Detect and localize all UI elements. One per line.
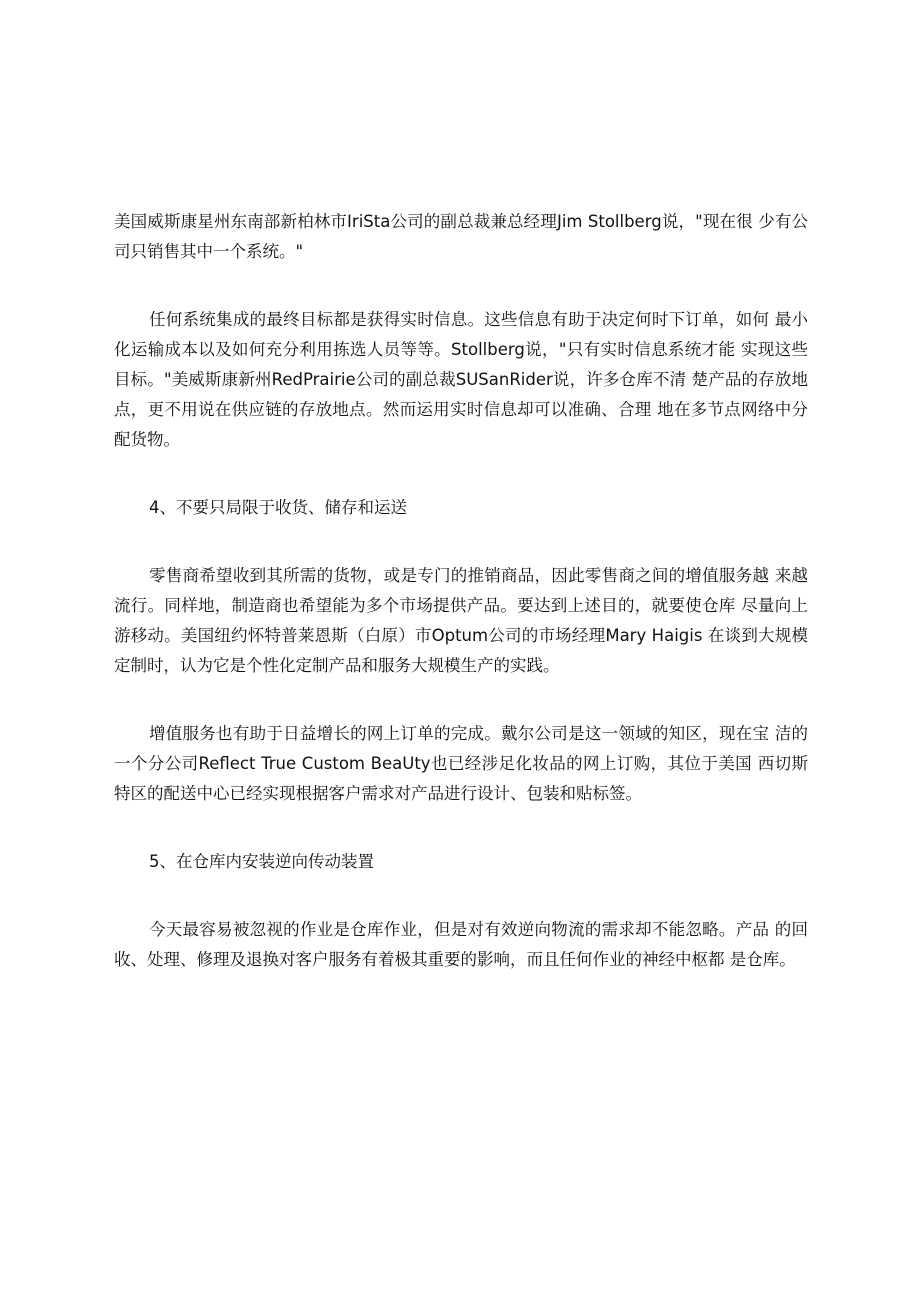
paragraph-online-orders: 增值服务也有助于日益增长的网上订单的完成。戴尔公司是这一领域的知区，现在宝 洁的一个分公司Reflect True Custom BeaUty也已经涉足化妆品的网上订购，其位于美国 西切斯特区的配送中心已经实现根据客户需求对产品进行设计、包装和贴标签。 [114,724,808,803]
paragraph-realtime-info: 任何系统集成的最终目标都是获得实时信息。这些信息有助于决定何时下订单，如何 最小化运输成本以及如何充分利用拣选人员等等。Stollberg说，"只有实时信息系统才能 实现这些目标。"美威斯康新州RedPrairie公司的副总裁SUSanRider说，许多仓库不清 楚产品的存放地点，更不用说在供应链的存放地点。然而运用实时信息却可以准确、合理 地在多节点网络中分配货物。 [114,310,808,449]
paragraph-gap [114,809,808,847]
section-heading-5: 5、在仓库内安装逆向传动装置 [149,852,374,871]
paragraph-irista-quote: 美国威斯康星州东南部新柏林市IriSta公司的副总裁兼总经理Jim Stollberg说，"现在很 少有公司只销售其中一个系统。" [114,212,808,261]
paragraph-gap [114,267,808,305]
document-body [114,207,808,975]
paragraph-gap [114,877,808,915]
paragraph-value-added-services: 零售商希望收到其所需的货物，或是专门的推销商品，因此零售商之间的增值服务越 来越流行。同样地，制造商也希望能为多个市场提供产品。要达到上述目的，就要使仓库 尽量向上游移动。美国纽约怀特普莱恩斯（白原）市Optum公司的市场经理Mary Haigis 在谈到大规模定制时，认为它是个性化定制产品和服务大规模生产的实践。 [114,566,808,675]
section-heading-4: 4、不要只局限于收货、储存和运送 [149,498,407,517]
paragraph-gap [114,455,808,493]
paragraph-reverse-logistics: 今天最容易被忽视的作业是仓库作业，但是对有效逆向物流的需求却不能忽略。产品 的回收、处理、修理及退换对客户服务有着极其重要的影响，而且任何作业的神经中枢都 是仓库。 [114,920,808,969]
paragraph-gap [114,681,808,719]
paragraph-gap [114,523,808,561]
